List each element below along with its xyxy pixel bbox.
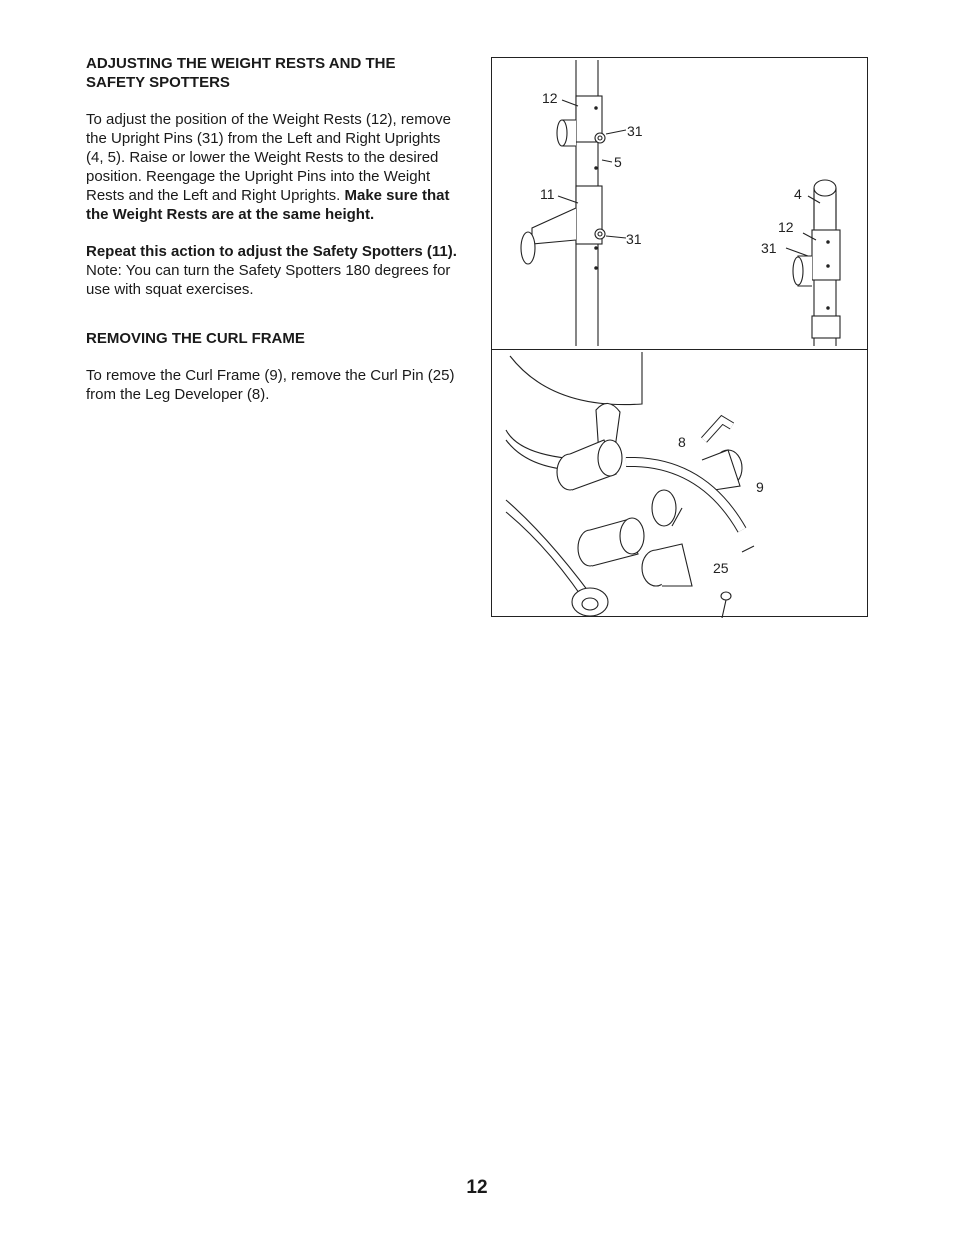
para2-bold-text: Repeat this action to adjust the Safety Spotters (11). xyxy=(86,243,457,260)
label-curl-frame: 9 xyxy=(756,479,764,495)
section1-heading-line2: SAFETY SPOTTERS xyxy=(86,74,230,91)
section2-paragraph: To remove the Curl Frame (9), remove the Curl Pin (25) from the Leg Developer (8). xyxy=(86,367,455,403)
section1-paragraph1 xyxy=(86,110,461,224)
curl-frame-illustration xyxy=(492,350,869,618)
label-leg-developer: 8 xyxy=(678,434,686,450)
para2-text: Note: You can turn the Safety Spotters 180 degrees for use with squat exercises. xyxy=(86,262,451,298)
label-weight-rest-left: 12 xyxy=(542,90,558,106)
label-pin-right: 31 xyxy=(761,240,777,256)
instructions-column xyxy=(86,54,461,404)
label-upright-5: 5 xyxy=(614,154,622,170)
label-pin-lower-left: 31 xyxy=(626,231,642,247)
label-pin-upper-left: 31 xyxy=(627,123,643,139)
section1-heading xyxy=(86,54,461,92)
assembly-figure xyxy=(491,57,868,617)
label-weight-rest-right: 12 xyxy=(778,219,794,235)
label-upright-4: 4 xyxy=(794,186,802,202)
label-curl-pin: 25 xyxy=(713,560,729,576)
page-number: 12 xyxy=(466,1177,488,1198)
section2-heading: REMOVING THE CURL FRAME xyxy=(86,330,305,347)
para1-bold-text: Make sure that the Weight Rests are at the same height. xyxy=(86,187,450,223)
para1-text: To adjust the position of the Weight Rests (12), remove the Upright Pins (31) from the Left and Right Uprights (4, 5). Raise or lower the Weight Rests to the desired position. Reengage the Upright Pins into the Weight Rests and the Left and Right Uprights. xyxy=(86,111,451,204)
section1-paragraph2 xyxy=(86,242,461,299)
section1-heading-line1: ADJUSTING THE WEIGHT RESTS AND THE xyxy=(86,55,396,72)
label-safety-spotter: 11 xyxy=(540,186,555,202)
